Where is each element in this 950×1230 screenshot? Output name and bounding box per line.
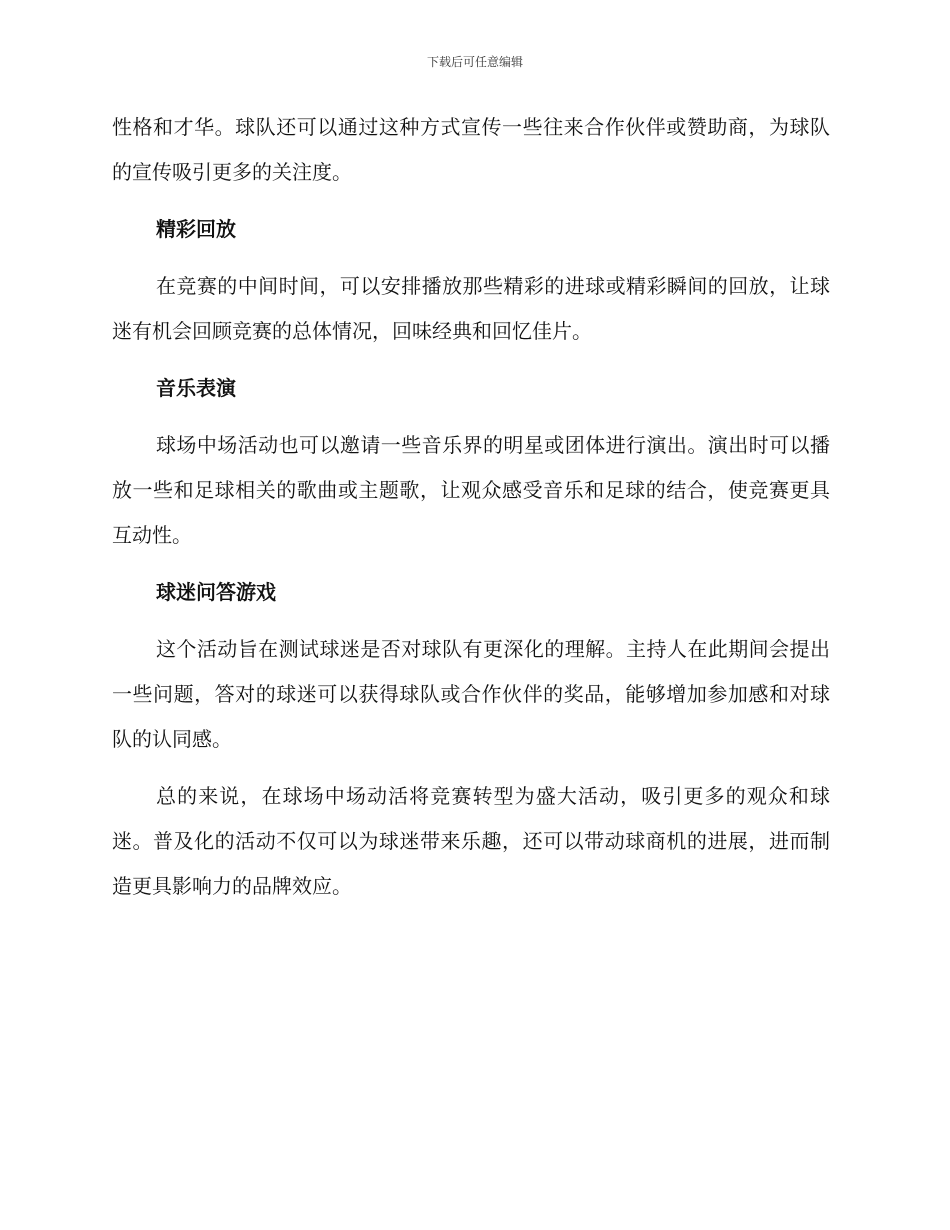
document-body [112,105,830,909]
music-paragraph: 球场中场活动也可以邀请一些音乐界的明星或团体进行演出。演出时可以播放一些和足球相关的歌曲或主题歌，让观众感受音乐和足球的结合，使竞赛更具互动性。 [112,433,830,547]
quiz-heading: 球迷问答游戏 [156,580,276,604]
conclusion-paragraph: 总的来说，在球场中场动活将竞赛转型为盛大活动，吸引更多的观众和球迷。普及化的活动不仅可以为球迷带来乐趣，还可以带动球商机的进展，进而制造更具影响力的品牌效应。 [112,784,830,898]
highlights-paragraph: 在竞赛的中间时间，可以安排播放那些精彩的进球或精彩瞬间的回放，让球迷有机会回顾竞赛的总体情况，回味经典和回忆佳片。 [112,274,830,343]
music-heading: 音乐表演 [156,376,236,400]
intro-continued-paragraph: 性格和才华。球队还可以通过这种方式宣传一些往来合作伙伴或赞助商，为球队的宣传吸引更多的关注度。 [112,115,830,184]
quiz-paragraph: 这个活动旨在测试球迷是否对球队有更深化的理解。主持人在此期间会提出一些问题，答对的球迷可以获得球队或合作伙伴的奖品，能够增加参加感和对球队的认同感。 [112,637,830,751]
highlights-heading: 精彩回放 [156,217,236,241]
page-header: 下载后可任意编辑 [426,55,523,69]
